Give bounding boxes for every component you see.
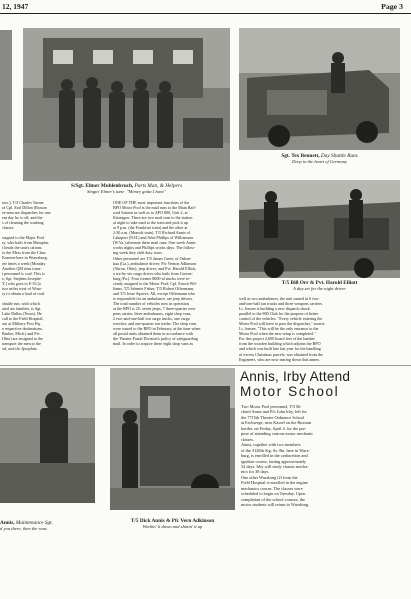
text-line: (W.Va.) alternate these mail runs. One week Annis <box>113 240 196 246</box>
text-line: Motor Pool when the new setup is completed." <box>239 331 316 337</box>
text-line: motor students will return to Wurzburg. <box>241 502 310 508</box>
text-line: The total number of vehicles now in operation <box>113 300 189 306</box>
text-line: works nights and Phillips works days. The follow- <box>113 245 196 251</box>
header-rule <box>0 13 411 14</box>
text-line: cently assigned to the Motor Pool; Cpl. Enoch Wil- <box>113 280 198 286</box>
caption-annis-adkinson <box>110 518 235 530</box>
text-line: Basher, Mich.) and Pvt. <box>2 331 41 337</box>
text-line: chard Annis and Pfc John Irby, left for <box>241 409 307 415</box>
text-line: transport the men to the <box>2 341 41 347</box>
text-line: BPO Motor Pool is the mail runs to the Main Rail- <box>113 205 197 211</box>
section-rule <box>0 365 411 366</box>
photo-orr-elliott <box>239 180 400 278</box>
text-line: wrecker, and one-quarter ton trailer. The shop vans <box>113 321 197 327</box>
text-line: 32 days. Irby will study chassis mecha- <box>241 463 309 469</box>
text-line: classes. <box>241 436 255 442</box>
caption-parts-men <box>23 183 230 195</box>
text-line: classes. <box>2 225 15 231</box>
text-line: Engineers, who are now tearing down that annex. <box>239 356 321 362</box>
text-line: ry, who hails from Memphis <box>2 240 49 246</box>
text-line: shuttle run, with which <box>2 300 40 306</box>
text-line: call to the Field Hospital, <box>2 315 44 321</box>
text-line: at the BPO is 25: seven jeeps, 7 three-quarter wea- <box>113 305 196 311</box>
text-line: pons carrier, three ambulances, eight shop vans, <box>113 311 192 317</box>
text-line: mail. In order to acquire these eight shop vans as <box>113 341 194 347</box>
text-line: Field Hospital is enrolled in the engine <box>241 480 308 486</box>
text-line: Annis, together with two members <box>241 442 301 448</box>
text-line: of excess Christmas parcels, was obtained from the <box>239 351 323 357</box>
text-line: the 7715th Theater Ordnance School <box>241 414 305 420</box>
text-line: border, on Friday, April 4, for the pur- <box>241 425 307 431</box>
caption-name: Sgt. Tex Bennett, <box>281 153 320 159</box>
caption-subtitle: Workin' it down and shinin' it up <box>142 524 203 530</box>
article-left-column <box>2 200 98 351</box>
text-line: well as two ambulances, the unit turned in 6 two- <box>239 296 320 301</box>
text-line: t personnel is coal. This is <box>2 270 45 276</box>
text-line: Two Motor Pool personnel, T/5 Ri- <box>241 404 302 409</box>
text-line: Y.) who goes to E-33 (a <box>2 280 41 286</box>
photo-parts-men <box>23 28 230 181</box>
text-line: (Akron, Ohio), jeep driver; and Pvt. Harold Elliott, <box>113 265 197 271</box>
article-motor-pool <box>113 200 237 346</box>
text-line: at Eschwege, near Kassel on the Russian <box>241 420 312 426</box>
header-date: 12, 1947 <box>2 2 29 11</box>
caption-name: T/5 Bill Orr & Pvt. Harold Elliott <box>281 280 358 286</box>
text-line: of the 3128th Sig. Sv. Bn. here in Wurz- <box>241 447 311 453</box>
article-motor-pool-continued <box>239 296 400 362</box>
text-line: ee men are dispatches for one <box>2 210 51 216</box>
text-line: mechanics course. The classes were <box>241 485 303 491</box>
page-number: Page 3 <box>381 2 403 11</box>
text-line: of Cpl. Earl Dillon (Boston <box>2 205 47 211</box>
text-line: ONE OF THE most important functions of the <box>113 200 190 205</box>
text-line: e, Sgt. Stephen Josephe- <box>2 275 42 281</box>
headline <box>240 369 405 399</box>
caption-name: T/5 Dick Annis & Pfc Vern Adkinson <box>130 518 215 524</box>
text-line: road Station as well as to APO 800, Unit 2, at <box>113 210 188 216</box>
text-line: ix the Mess from the Class <box>2 250 46 256</box>
headline-line-2: Motor School <box>240 384 340 399</box>
photo-maintenance-sgt <box>0 368 95 503</box>
text-line: Kitzingen. There are two mail runs to the station <box>113 215 193 221</box>
text-line: control of the vehicles. "Every vehicle entering the <box>239 316 323 322</box>
text-line: Lt. Jensen is building a new dispatch shack <box>239 306 310 312</box>
text-line: Motor Pool will have to pass the dispatcher," asserts <box>239 321 325 327</box>
article-motor-school <box>241 404 403 508</box>
text-line: ry to obtain a load of coal. <box>2 290 46 296</box>
text-line: ignition course, lasting approximately <box>241 458 307 464</box>
text-line: tors.); T/4 Charles Turner <box>2 200 44 205</box>
caption-role: Maintenance Sgt. <box>15 520 53 526</box>
caption-maintenance-sgt <box>0 520 98 532</box>
text-line: and-one-half ton trucks and three weapons carriers. <box>239 301 323 307</box>
text-line: were issued to the BPO in February, at the time when <box>113 326 201 332</box>
photo-tex-bennett <box>239 28 400 150</box>
text-line: nics for 38 days. <box>241 469 270 475</box>
text-line: and which was built late last year for the handling <box>239 346 321 352</box>
caption-name: Annis, <box>0 520 15 526</box>
text-line: od, and the Spotplatz. <box>2 346 38 352</box>
text-line: a six-by-six cargo driver who hails from Greens- <box>113 270 193 276</box>
text-line: and T/5 Jesse Squires. All, except Offermann who <box>113 290 196 296</box>
text-line: scheduled to begin on Tuesday. Upon <box>241 491 306 497</box>
text-line: ated are families, is Sgt. <box>2 305 42 311</box>
text-line: Lake Dallas (Texas). He <box>2 310 42 316</box>
text-line: pose of attending various motor mechanic <box>241 431 314 437</box>
text-line: e respective destinations. <box>2 326 44 332</box>
photo-left-edge <box>0 30 12 160</box>
text-line: kua (Ga.), ambulance driver; Pfc Vernon Adkinson <box>113 260 197 266</box>
text-line: Lakeport (N.H.) and Arbe Phillips of Williamson <box>113 235 194 241</box>
text-line: Kaserne here in Wuerzburg. <box>2 255 48 261</box>
text-line: at night to take mail to the train and pick it up <box>113 220 188 226</box>
text-line: at 9 p.m. (the Frankfurt train) and the other at <box>113 225 188 231</box>
text-line: Lt. Jensen. "This will be the only entrance to the <box>239 326 319 332</box>
caption-subtitle: Deep in the heart of Germany <box>292 159 347 165</box>
text-line: 2 two-and-one-half ton cargo trucks, one cargo <box>113 316 190 322</box>
text-line: Ohio) are assigned to the <box>2 336 43 342</box>
caption-role: Parts Man, & Helpers <box>134 183 182 189</box>
caption-tex-bennett <box>239 153 400 165</box>
text-line: ree times a week (Monday <box>2 260 46 266</box>
text-line: Other personnel are T/5 James Greer, of Oshon- <box>113 255 192 261</box>
text-line: ing week they shift duty tours. <box>113 250 163 256</box>
text-line: all postal units obtained them in accordance with <box>113 331 194 337</box>
headline-line-1: Annis, Irby Attend <box>240 369 351 384</box>
text-line: two miles west of Wurz- <box>2 285 43 291</box>
text-line: liams, T/5 Johnnie Fisher, T/5 Robert Offermann, <box>113 285 195 291</box>
caption-role: Day Shuttle Runs <box>320 153 358 159</box>
caption-subtitle: d you there, then the runs <box>0 526 47 532</box>
text-line: ase at Military Post Hq. <box>2 321 41 327</box>
text-line: burg (Pa.). Four former 8000-al trucks were re- <box>113 275 191 281</box>
text-line: from the wooden building which adjoins the BPO <box>239 341 321 347</box>
photo-annis-adkinson <box>110 368 235 510</box>
caption-subtitle: A day set for the night driver <box>293 286 346 292</box>
caption-subtitle: Singin' Elmer's tune: "Money gotta I have" <box>86 189 167 195</box>
text-line: is responsible for an ambulance, are jeep drivers. <box>113 295 194 301</box>
text-line: 2:30 a.m. (Munich train). T/5 Richard Annis of <box>113 230 191 236</box>
text-line: t heads the unit's rations. <box>2 245 43 251</box>
caption-orr-elliott <box>239 280 400 292</box>
text-line: completion of the school courses, the <box>241 496 305 502</box>
text-line: parallel to the 800 Club for the purpose of better <box>239 311 319 317</box>
text-line: burg, is enrolled in the carburetion and <box>241 453 308 459</box>
text-line: For this project 2,000 board feet of the lumber <box>239 336 315 342</box>
text-line: Another QM item trans- <box>2 265 42 271</box>
text-line: One other Wurzburg GI form the <box>241 474 298 480</box>
text-line: s of cleaning the washing <box>2 220 44 226</box>
text-line: the Theater Postal Division's policy of safeguarding <box>113 336 198 342</box>
text-line: ent day he is off; and the <box>2 215 43 221</box>
text-line: ssigned to the Major Pool <box>2 235 45 241</box>
caption-name: S/Sgt. Elmer Muhlenbruch, <box>71 183 134 189</box>
